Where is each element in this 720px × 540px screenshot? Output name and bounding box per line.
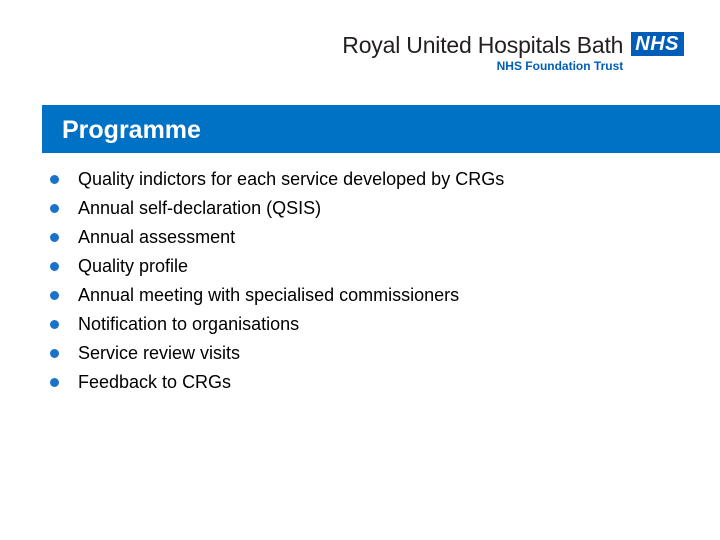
slide-title: Programme [62,116,201,144]
org-text [342,30,623,73]
bullet-dot-icon [50,204,59,213]
org-header [342,30,684,73]
bullet-item [50,194,504,223]
bullet-item [50,368,504,397]
bullet-item [50,310,504,339]
org-subtitle: NHS Foundation Trust [496,59,624,73]
bullet-dot-icon [50,291,59,300]
bullet-dot-icon [50,320,59,329]
bullet-text: Annual self-declaration (QSIS) [78,198,322,218]
bullet-item [50,223,504,252]
bullet-dot-icon [50,378,59,387]
bullet-dot-icon [50,262,59,271]
bullet-text: Feedback to CRGs [78,372,232,392]
bullet-item [50,252,504,281]
bullet-dot-icon [50,175,59,184]
bullet-list [50,165,504,397]
bullet-text: Quality indictors for each service developed by CRGs [78,169,505,189]
bullet-item [50,339,504,368]
org-name: Royal United Hospitals Bath [342,32,624,58]
title-bar [42,105,720,153]
bullet-dot-icon [50,233,59,242]
bullet-dot-icon [50,349,59,358]
bullet-text: Quality profile [78,256,189,276]
nhs-logo: NHS [631,32,684,56]
bullet-text: Service review visits [78,343,241,363]
bullet-text: Annual assessment [78,227,236,247]
bullet-item [50,165,504,194]
bullet-text: Notification to organisations [78,314,300,334]
bullet-item [50,281,504,310]
bullet-text: Annual meeting with specialised commissioners [78,285,460,305]
